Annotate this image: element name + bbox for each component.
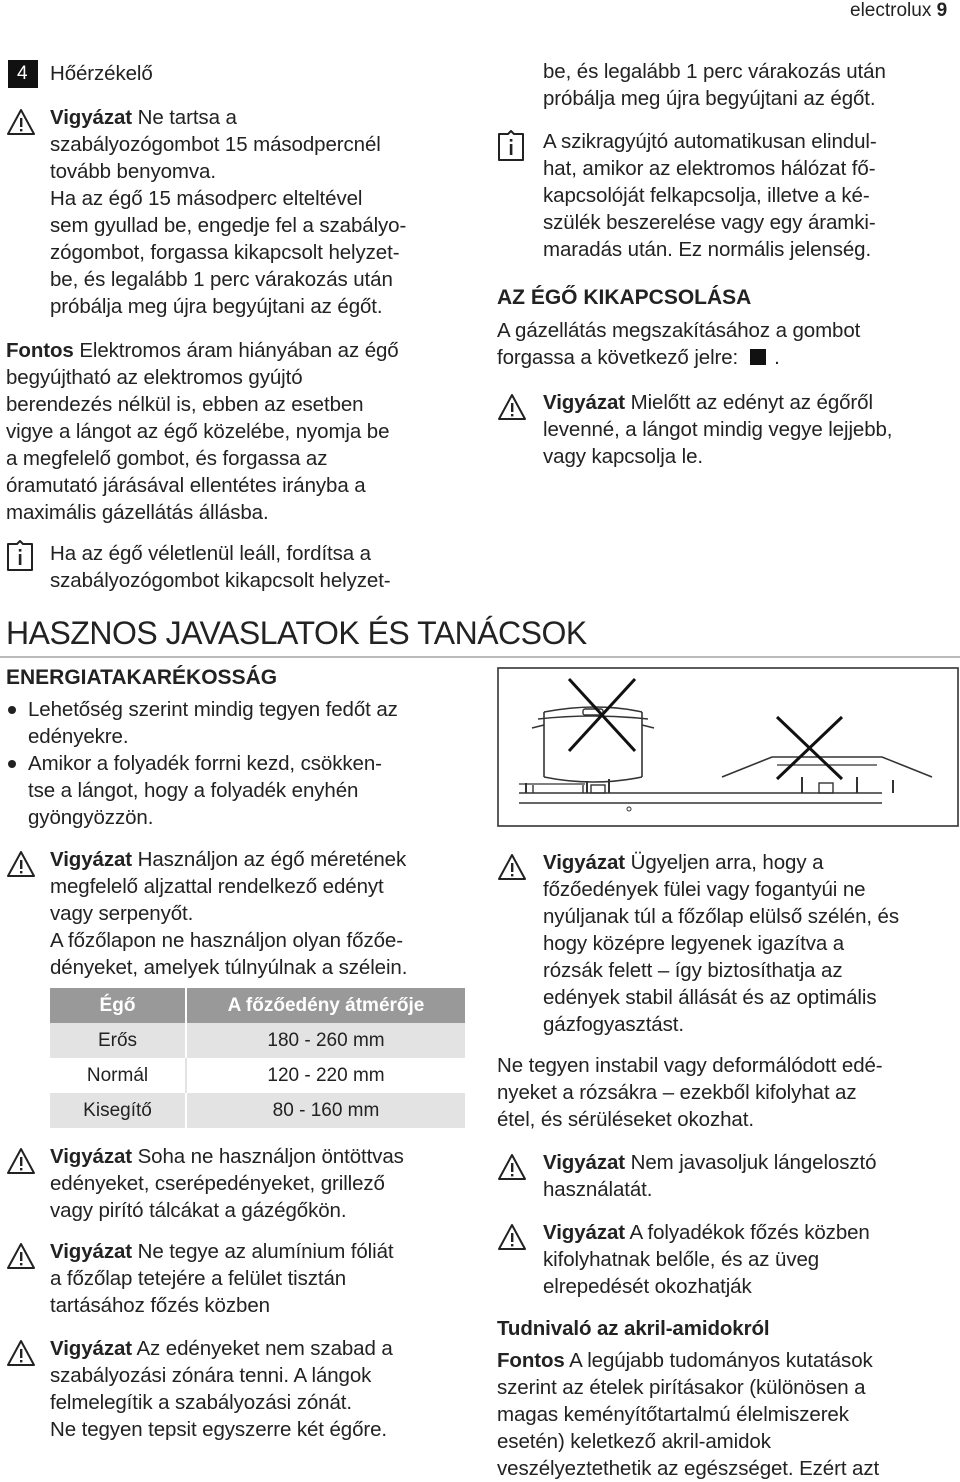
text-line: magas keményítőtartalmú élelmiszerek [497, 1403, 849, 1426]
text-line: Ha az égő véletlenül leáll, fordítsa a [50, 542, 371, 565]
text-line: A szikragyújtó automatikusan elindul- [543, 130, 877, 153]
warning-liquids [543, 1219, 870, 1300]
text-line: Amikor a folyadék forrni kezd, csökken- [28, 752, 382, 775]
text-line: Ne tegyen tepsit egyszerre két égőre. [50, 1418, 388, 1441]
text-line: a megfelelő gombot, és forgassa az [6, 447, 328, 470]
bullet-item [28, 696, 398, 750]
warning-aluminium-foil [50, 1238, 393, 1319]
warning-label: Vigyázat [543, 851, 626, 874]
text-line: Elektromos áram hiányában az égő [73, 339, 399, 362]
table-row [50, 1093, 465, 1128]
warning-triangle-icon [6, 1339, 36, 1367]
text-line: tartásához főzés közben [50, 1294, 270, 1317]
warning-label: Vigyázat [50, 1145, 133, 1168]
text-line: óramutató járásával ellentétes irányba a [6, 474, 366, 497]
burner-size-table [50, 988, 465, 1128]
text-line: Nem javasoljuk lángelosztó [625, 1151, 877, 1174]
text-line: edényeket, cserépedényeket, grillező [50, 1172, 385, 1195]
table-row [50, 1023, 465, 1058]
text-line: hogy középre legyenek igazítva a [543, 932, 845, 955]
important-note [6, 337, 399, 526]
acrylamide-note [497, 1347, 879, 1482]
continuation-text [543, 58, 886, 112]
bullet-item [28, 750, 382, 831]
text-line: felmelegítik a szabályozási zónát. [50, 1391, 352, 1414]
warning-label: Vigyázat [543, 1151, 626, 1174]
off-position-symbol [750, 349, 766, 365]
info-icon [6, 540, 34, 572]
warning-cast-iron [50, 1143, 404, 1224]
text-line: szabályozási zónára tenni. A lángok [50, 1364, 372, 1387]
text-line: szerint az ételek pirításakor (különösen a [497, 1376, 866, 1399]
warning-triangle-icon [497, 1223, 527, 1251]
warning-burner-hold [50, 104, 406, 320]
text-line: vagy pirító tálcákat a gázégőkön. [50, 1199, 347, 1222]
text-line: A legújabb tudományos kutatások [564, 1349, 873, 1372]
text-line: zógombot, forgassa kikapcsolt helyzet- [50, 241, 400, 264]
warning-triangle-icon [6, 1147, 36, 1175]
text-line: szabályozógombot 15 másodpercnél [50, 133, 381, 156]
warning-triangle-icon [497, 853, 527, 881]
text-line: dényeket, amelyek túlnyúlnak a szélein. [50, 956, 408, 979]
section-heading: AZ ÉGŐ KIKAPCSOLÁSA [497, 286, 752, 309]
text-line: vagy kapcsolja le. [543, 445, 704, 468]
text-line: begyújtható az elektromos gyújtó [6, 366, 303, 389]
table-cell: 120 - 220 mm [186, 1058, 465, 1093]
info-spark-ignition [543, 128, 877, 263]
text-line: elrepedését okozhatják [543, 1275, 752, 1298]
text-line: gázfogyasztást. [543, 1013, 684, 1036]
warning-label: Vigyázat [543, 1221, 626, 1244]
text-line: Ne tegye az alumínium fóliát [132, 1240, 394, 1263]
section-title: Hőérzékelő [50, 62, 153, 85]
bullet-icon [8, 706, 16, 714]
important-label: Fontos [6, 339, 74, 362]
warning-label: Vigyázat [543, 391, 626, 414]
tips-heading: HASZNOS JAVASLATOK ÉS TANÁCSOK [6, 615, 587, 651]
text-line: Használjon az égő méretének [132, 848, 407, 871]
text-line: szabályozógombot kikapcsolt helyzet- [50, 569, 391, 592]
text-line: gyöngyözzön. [28, 806, 154, 829]
warning-label: Vigyázat [50, 1337, 133, 1360]
text-line: veszélyeztethetik az egészséget. Ezért azt [497, 1457, 880, 1480]
running-header [850, 0, 947, 22]
text-line: Ne tartsa a [132, 106, 237, 129]
text-line: sem gyullad be, engedje fel a szabályo- [50, 214, 407, 237]
warning-lower-flame [543, 389, 892, 470]
text-line: vigye a lángot az égő közelébe, nyomja be [6, 420, 390, 443]
table-header: A főzőedény átmérője [186, 988, 465, 1023]
warning-triangle-icon [497, 1153, 527, 1181]
text-line: forgassa a következő jelre: [497, 346, 739, 369]
text-line: szülék beszerelése vagy egy áramki- [543, 211, 876, 234]
text-line: Az edényeket nem szabad a [132, 1337, 393, 1360]
warning-pan-size [50, 846, 407, 981]
text-line: nyúljanak túl a főzőlap elülső szélén, és [543, 905, 900, 928]
text-line: Ügyeljen arra, hogy a [625, 851, 824, 874]
unstable-pans-text [497, 1052, 883, 1133]
text-line: A főzőlapon ne használjon olyan főzőe- [50, 929, 403, 952]
text-line: próbálja meg újra begyújtani az égőt. [543, 87, 876, 110]
pot-on-hob-illustration [497, 667, 959, 827]
table-cell: 80 - 160 mm [186, 1093, 465, 1128]
text-line: levenné, a lángot mindig vegye lejjebb, [543, 418, 893, 441]
text-line: maximális gázellátás állásba. [6, 501, 269, 524]
text-line: hat, amikor az elektromos hálózat fő- [543, 157, 876, 180]
text-line: próbálja meg újra begyújtani az égőt. [50, 295, 383, 318]
table-cell: Normál [50, 1058, 186, 1093]
text-line: berendezés nélkül is, ebben az esetben [6, 393, 364, 416]
text-line: . [774, 346, 780, 369]
text-line: Soha ne használjon öntöttvas [132, 1145, 404, 1168]
turn-off-text [497, 317, 860, 371]
heading-rule [0, 656, 960, 658]
bullet-icon [8, 760, 16, 768]
text-line: tse a lángot, hogy a folyadék enyhén [28, 779, 359, 802]
info-burner-stops [50, 540, 391, 594]
warning-label: Vigyázat [50, 848, 133, 871]
warning-pot-handles [543, 849, 899, 1038]
important-label: Fontos [497, 1349, 565, 1372]
text-line: használatát. [543, 1178, 653, 1201]
table-row [50, 1058, 465, 1093]
text-line: maradás után. Ez normális jelenség. [543, 238, 872, 261]
text-line: rózsák felett – így biztosíthatja az [543, 959, 843, 982]
text-line: Lehetőség szerint mindig tegyen fedőt az [28, 698, 398, 721]
text-line: Mielőtt az edényt az égőről [625, 391, 873, 414]
step-number: 4 [17, 63, 28, 84]
text-line: edények stabil állását és az optimális [543, 986, 877, 1009]
text-line: A gázellátás megszakításához a gombot [497, 319, 861, 342]
page-number: 9 [936, 0, 948, 21]
text-line: A folyadékok főzés közben [625, 1221, 870, 1244]
step-number-box [8, 60, 38, 88]
text-line: edényekre. [28, 725, 129, 748]
text-line: kapcsolóját felkapcsolja, illetve a ké- [543, 184, 870, 207]
warning-triangle-icon [6, 850, 36, 878]
warning-triangle-icon [6, 1242, 36, 1270]
table-cell: 180 - 260 mm [186, 1023, 465, 1058]
warning-control-zone [50, 1335, 393, 1443]
warning-triangle-icon [497, 393, 527, 421]
text-line: megfelelő aljzattal rendelkező edényt [50, 875, 384, 898]
text-line: Ha az égő 15 másodperc elteltével [50, 187, 363, 210]
warning-flame-diffuser [543, 1149, 876, 1203]
info-icon [497, 130, 525, 162]
warning-triangle-icon [6, 108, 36, 136]
acrylamide-heading: Tudnivaló az akril-amidokról [497, 1317, 770, 1340]
table-cell: Kisegítő [50, 1093, 186, 1128]
text-line: be, és legalább 1 perc várakozás után [50, 268, 393, 291]
text-line: be, és legalább 1 perc várakozás után [543, 60, 886, 83]
text-line: tovább benyomva. [50, 160, 216, 183]
text-line: vagy serpenyőt. [50, 902, 194, 925]
warning-label: Vigyázat [50, 1240, 133, 1263]
text-line: Ne tegyen instabil vagy deformálódott edé- [497, 1054, 883, 1077]
subheading-energy: ENERGIATAKARÉKOSSÁG [6, 666, 278, 689]
text-line: a főzőlap tetejére a felület tisztán [50, 1267, 347, 1290]
table-header: Égő [50, 988, 186, 1023]
text-line: főzőedények fülei vagy fogantyúi ne [543, 878, 866, 901]
table-cell: Erős [50, 1023, 186, 1058]
text-line: étel, és sérüléseket okozhat. [497, 1108, 754, 1131]
warning-label: Vigyázat [50, 106, 133, 129]
text-line: esetén) keletkező akril-amidok [497, 1430, 771, 1453]
text-line: nyeket a rózsákra – ezekből kifolyhat az [497, 1081, 857, 1104]
text-line: kifolyhatnak belőle, és az üveg [543, 1248, 820, 1271]
brand-name: electrolux [850, 0, 932, 21]
